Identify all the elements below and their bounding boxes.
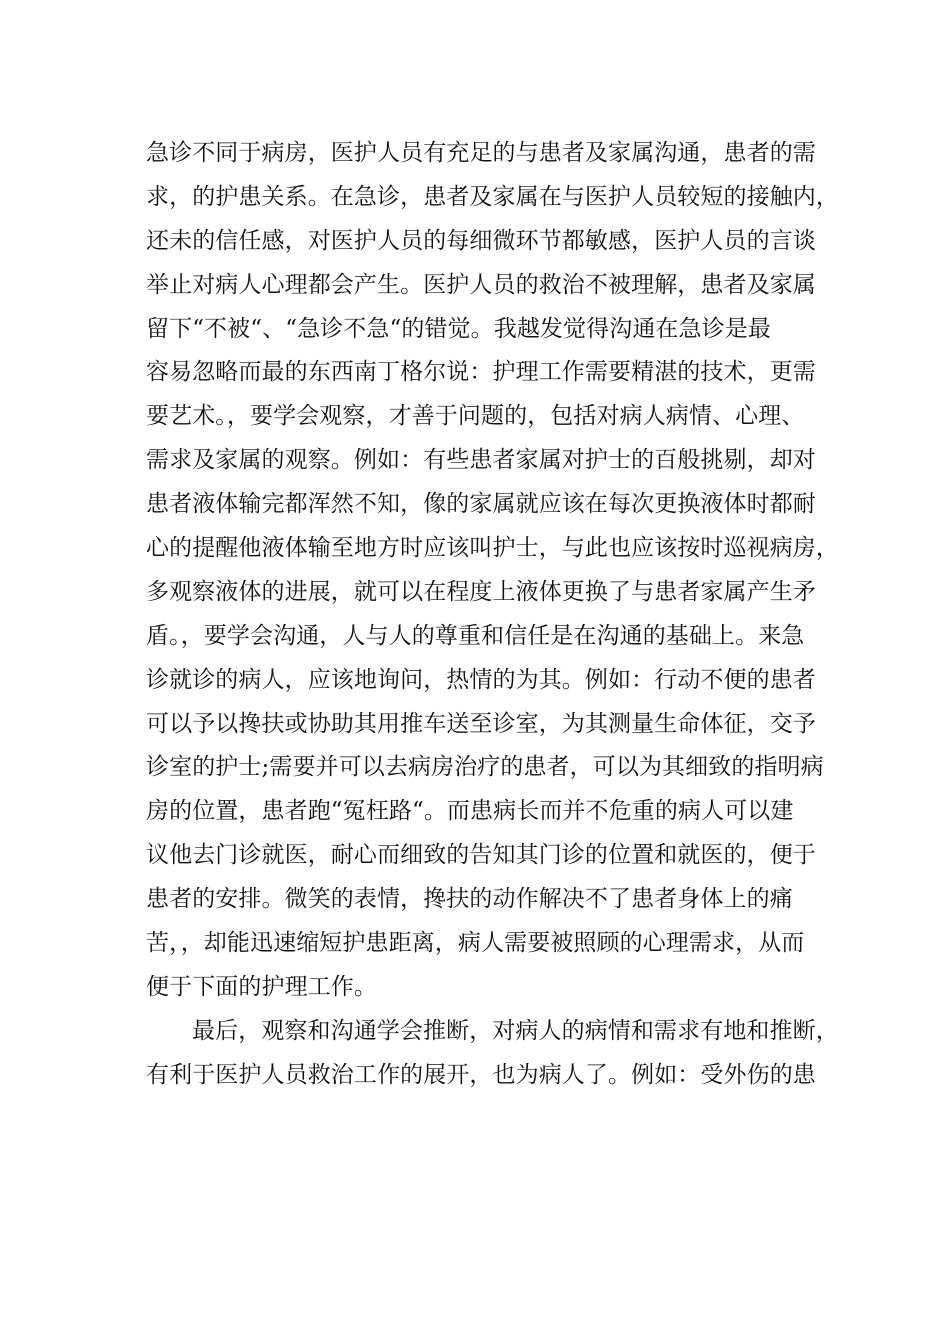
paragraph-2 (146, 1010, 839, 1098)
text-line: 需求及家属的观察。例如：有些患者家属对护士的百般挑剔，却对 (146, 447, 816, 474)
text-line: 还未的信任感，对医护人员的每细微环节都敏感，医护人员的言谈 (146, 227, 816, 254)
text-line: 可以予以搀扶或协助其用推车送至诊室，为其测量生命体征，交予 (146, 710, 816, 737)
text-line-indented: 最后，观察和沟通学会推断，对病人的病情和需求有地和推断， (192, 1017, 839, 1044)
text-line: 急诊不同于病房，医护人员有充足的与患者及家属沟通，患者的需 (146, 140, 816, 166)
text-line: 盾。，要学会沟通，人与人的尊重和信任是在沟通的基础上。来急 (146, 622, 805, 649)
text-line: 要艺术。，要学会观察，才善于问题的，包括对病人病情、心理、 (146, 403, 805, 430)
text-line: 求，的护患关系。在急诊，患者及家属在与医护人员较短的接触内， (146, 183, 839, 210)
body-text (146, 132, 839, 1098)
text-line: 诊室的护士;需要并可以去病房治疗的患者，可以为其细致的指明病 (146, 754, 824, 781)
text-line: 举止对病人心理都会产生。医护人员的救治不被理解，患者及家属 (146, 271, 816, 298)
paragraph-1 (146, 132, 839, 1010)
text-line: 诊就诊的病人，应该地询问，热情的为其。例如：行动不便的患者 (146, 666, 816, 693)
text-line: 留下“不被“、“急诊不急“的错觉。我越发觉得沟通在急诊是最 (146, 315, 771, 342)
text-line: 多观察液体的进展，就可以在程度上液体更换了与患者家属产生矛 (146, 578, 816, 605)
text-line: 心的提醒他液体输至地方时应该叫护士，与此也应该按时巡视病房， (146, 535, 839, 562)
text-line: 容易忽略而最的东西南丁格尔说：护理工作需要精湛的技术，更需 (146, 359, 816, 386)
text-line: 便于下面的护理工作。 (146, 973, 377, 1000)
text-line: 有利于医护人员救治工作的展开，也为病人了。例如：受外伤的患 (146, 1061, 816, 1088)
text-line: 房的位置，患者跑“冤枉路“。而患病长而并不危重的病人可以建 (146, 798, 794, 825)
text-line: 患者液体输完都浑然不知，像的家属就应该在每次更换液体时都耐 (146, 491, 816, 518)
text-line: 议他去门诊就医，耐心而细致的告知其门诊的位置和就医的，便于 (146, 842, 816, 869)
text-line: 患者的安排。微笑的表情，搀扶的动作解决不了患者身体上的痛 (146, 886, 793, 913)
text-line: 苦，，却能迅速缩短护患距离，病人需要被照顾的心理需求，从而 (146, 930, 805, 957)
